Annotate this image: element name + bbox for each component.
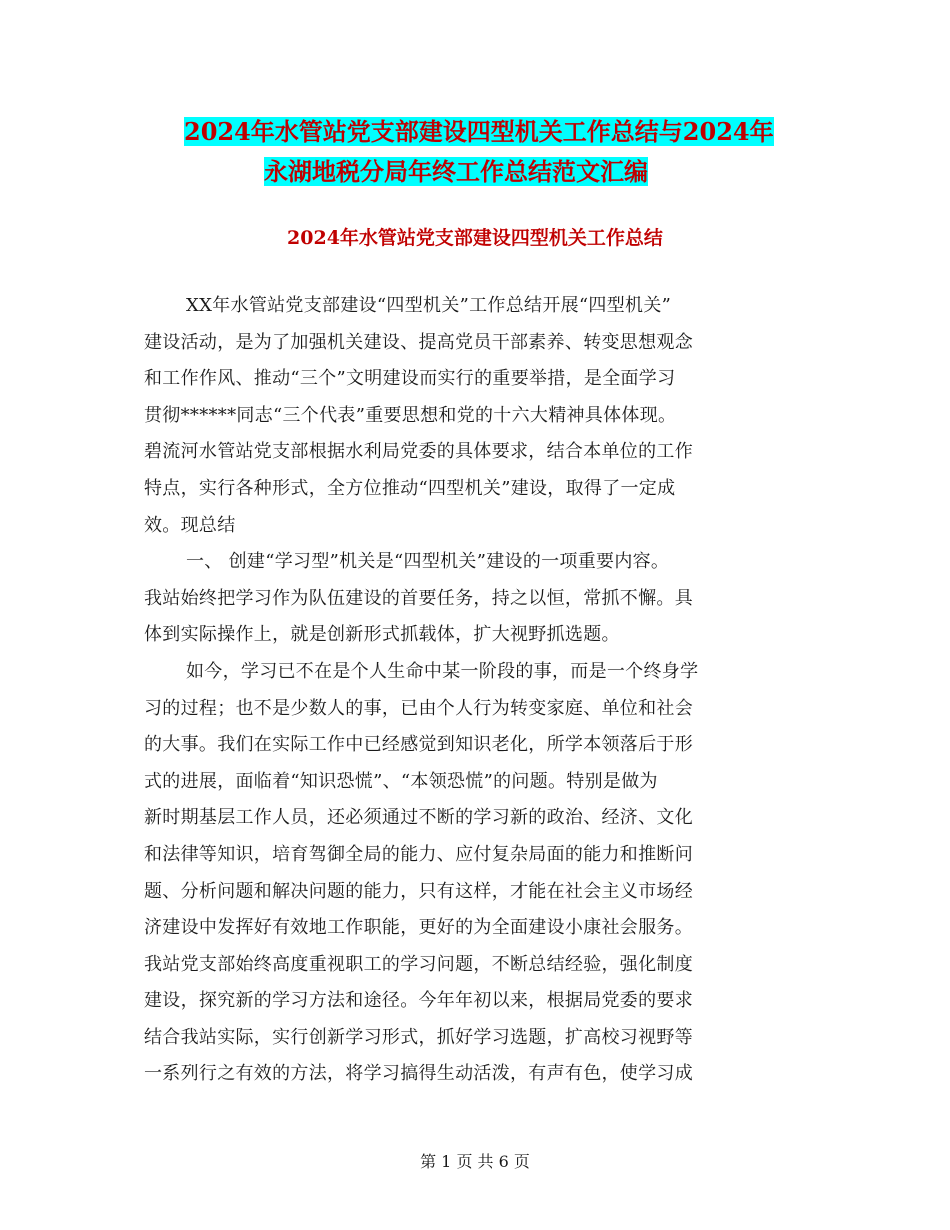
paragraph-line: 特点，实行各种形式，全方位推动“四型机关”建设，取得了一定成 (144, 477, 676, 499)
paragraph-line: 我站党支部始终高度重视职工的学习问题，不断总结经验，强化制度 (144, 953, 693, 975)
paragraph-line: 一、 创建“学习型”机关是“四型机关”建设的一项重要内容。 (186, 551, 670, 573)
paragraph-line: 我站始终把学习作为队伍建设的首要任务，持之以恒，常抓不懈。具 (144, 587, 693, 609)
page-number: 第 1 页 共 6 页 (420, 1152, 530, 1171)
paragraph-line: 和工作作风、推动“三个”文明建设而实行的重要举措，是全面学习 (144, 368, 676, 390)
document-title-line-2 (150, 152, 830, 192)
title-highlight: 永湖地税分局年终工作总结范文汇编 (264, 157, 648, 186)
paragraph-line: XX年水管站党支部建设“四型机关”工作总结开展“四型机关” (186, 295, 672, 316)
paragraph-line: 碧流河水管站党支部根据水利局党委的具体要求，结合本单位的工作 (144, 441, 693, 463)
paragraph-line: 济建设中发挥好有效地工作职能，更好的为全面建设小康社会服务。 (144, 917, 693, 939)
page-footer (0, 1150, 950, 1174)
paragraph-line: 式的进展，面临着“知识恐慌”、“本领恐慌”的问题。特别是做为 (144, 770, 658, 792)
paragraph-line: 体到实际操作上，就是创新形式抓载体，扩大视野抓选题。 (144, 624, 620, 646)
title-highlight: 2024年水管站党支部建设四型机关工作总结与2024年 (184, 117, 774, 146)
paragraph-line: 题、分析问题和解决问题的能力，只有这样，才能在社会主义市场经 (144, 880, 693, 902)
section-title: 2024年水管站党支部建设四型机关工作总结 (287, 227, 663, 249)
paragraph-line: 的大事。我们在实际工作中已经感觉到知识老化，所学本领落后于形 (144, 734, 693, 756)
paragraph-line: 贯彻******同志“三个代表”重要思想和党的十六大精神具体体现。 (144, 404, 677, 426)
paragraph-line: 效。现总结 (144, 514, 236, 536)
paragraph-line: 建设活动，是为了加强机关建设、提高党员干部素养、转变思想观念 (144, 331, 693, 353)
paragraph-line: 一系列行之有效的方法，将学习搞得生动活泼，有声有色，使学习成 (144, 1063, 693, 1085)
paragraph-line: 和法律等知识，培育驾御全局的能力、应付复杂局面的能力和推断问 (144, 843, 693, 865)
document-title-line-1 (150, 112, 830, 152)
paragraph-line: 如今，学习已不在是个人生命中某一阶段的事，而是一个终身学 (186, 660, 699, 682)
paragraph-line: 建设，探究新的学习方法和途径。今年年初以来，根据局党委的要求 (144, 990, 693, 1012)
paragraph-line: 结合我站实际，实行创新学习形式，抓好学习选题，扩高校习视野等 (144, 1026, 693, 1048)
paragraph-line: 习的过程；也不是少数人的事，已由个人行为转变家庭、单位和社会 (144, 697, 693, 719)
body-text (144, 288, 804, 1093)
paragraph-line: 新时期基层工作人员，还必须通过不断的学习新的政治、经济、文化 (144, 807, 693, 829)
document-title (150, 112, 830, 192)
